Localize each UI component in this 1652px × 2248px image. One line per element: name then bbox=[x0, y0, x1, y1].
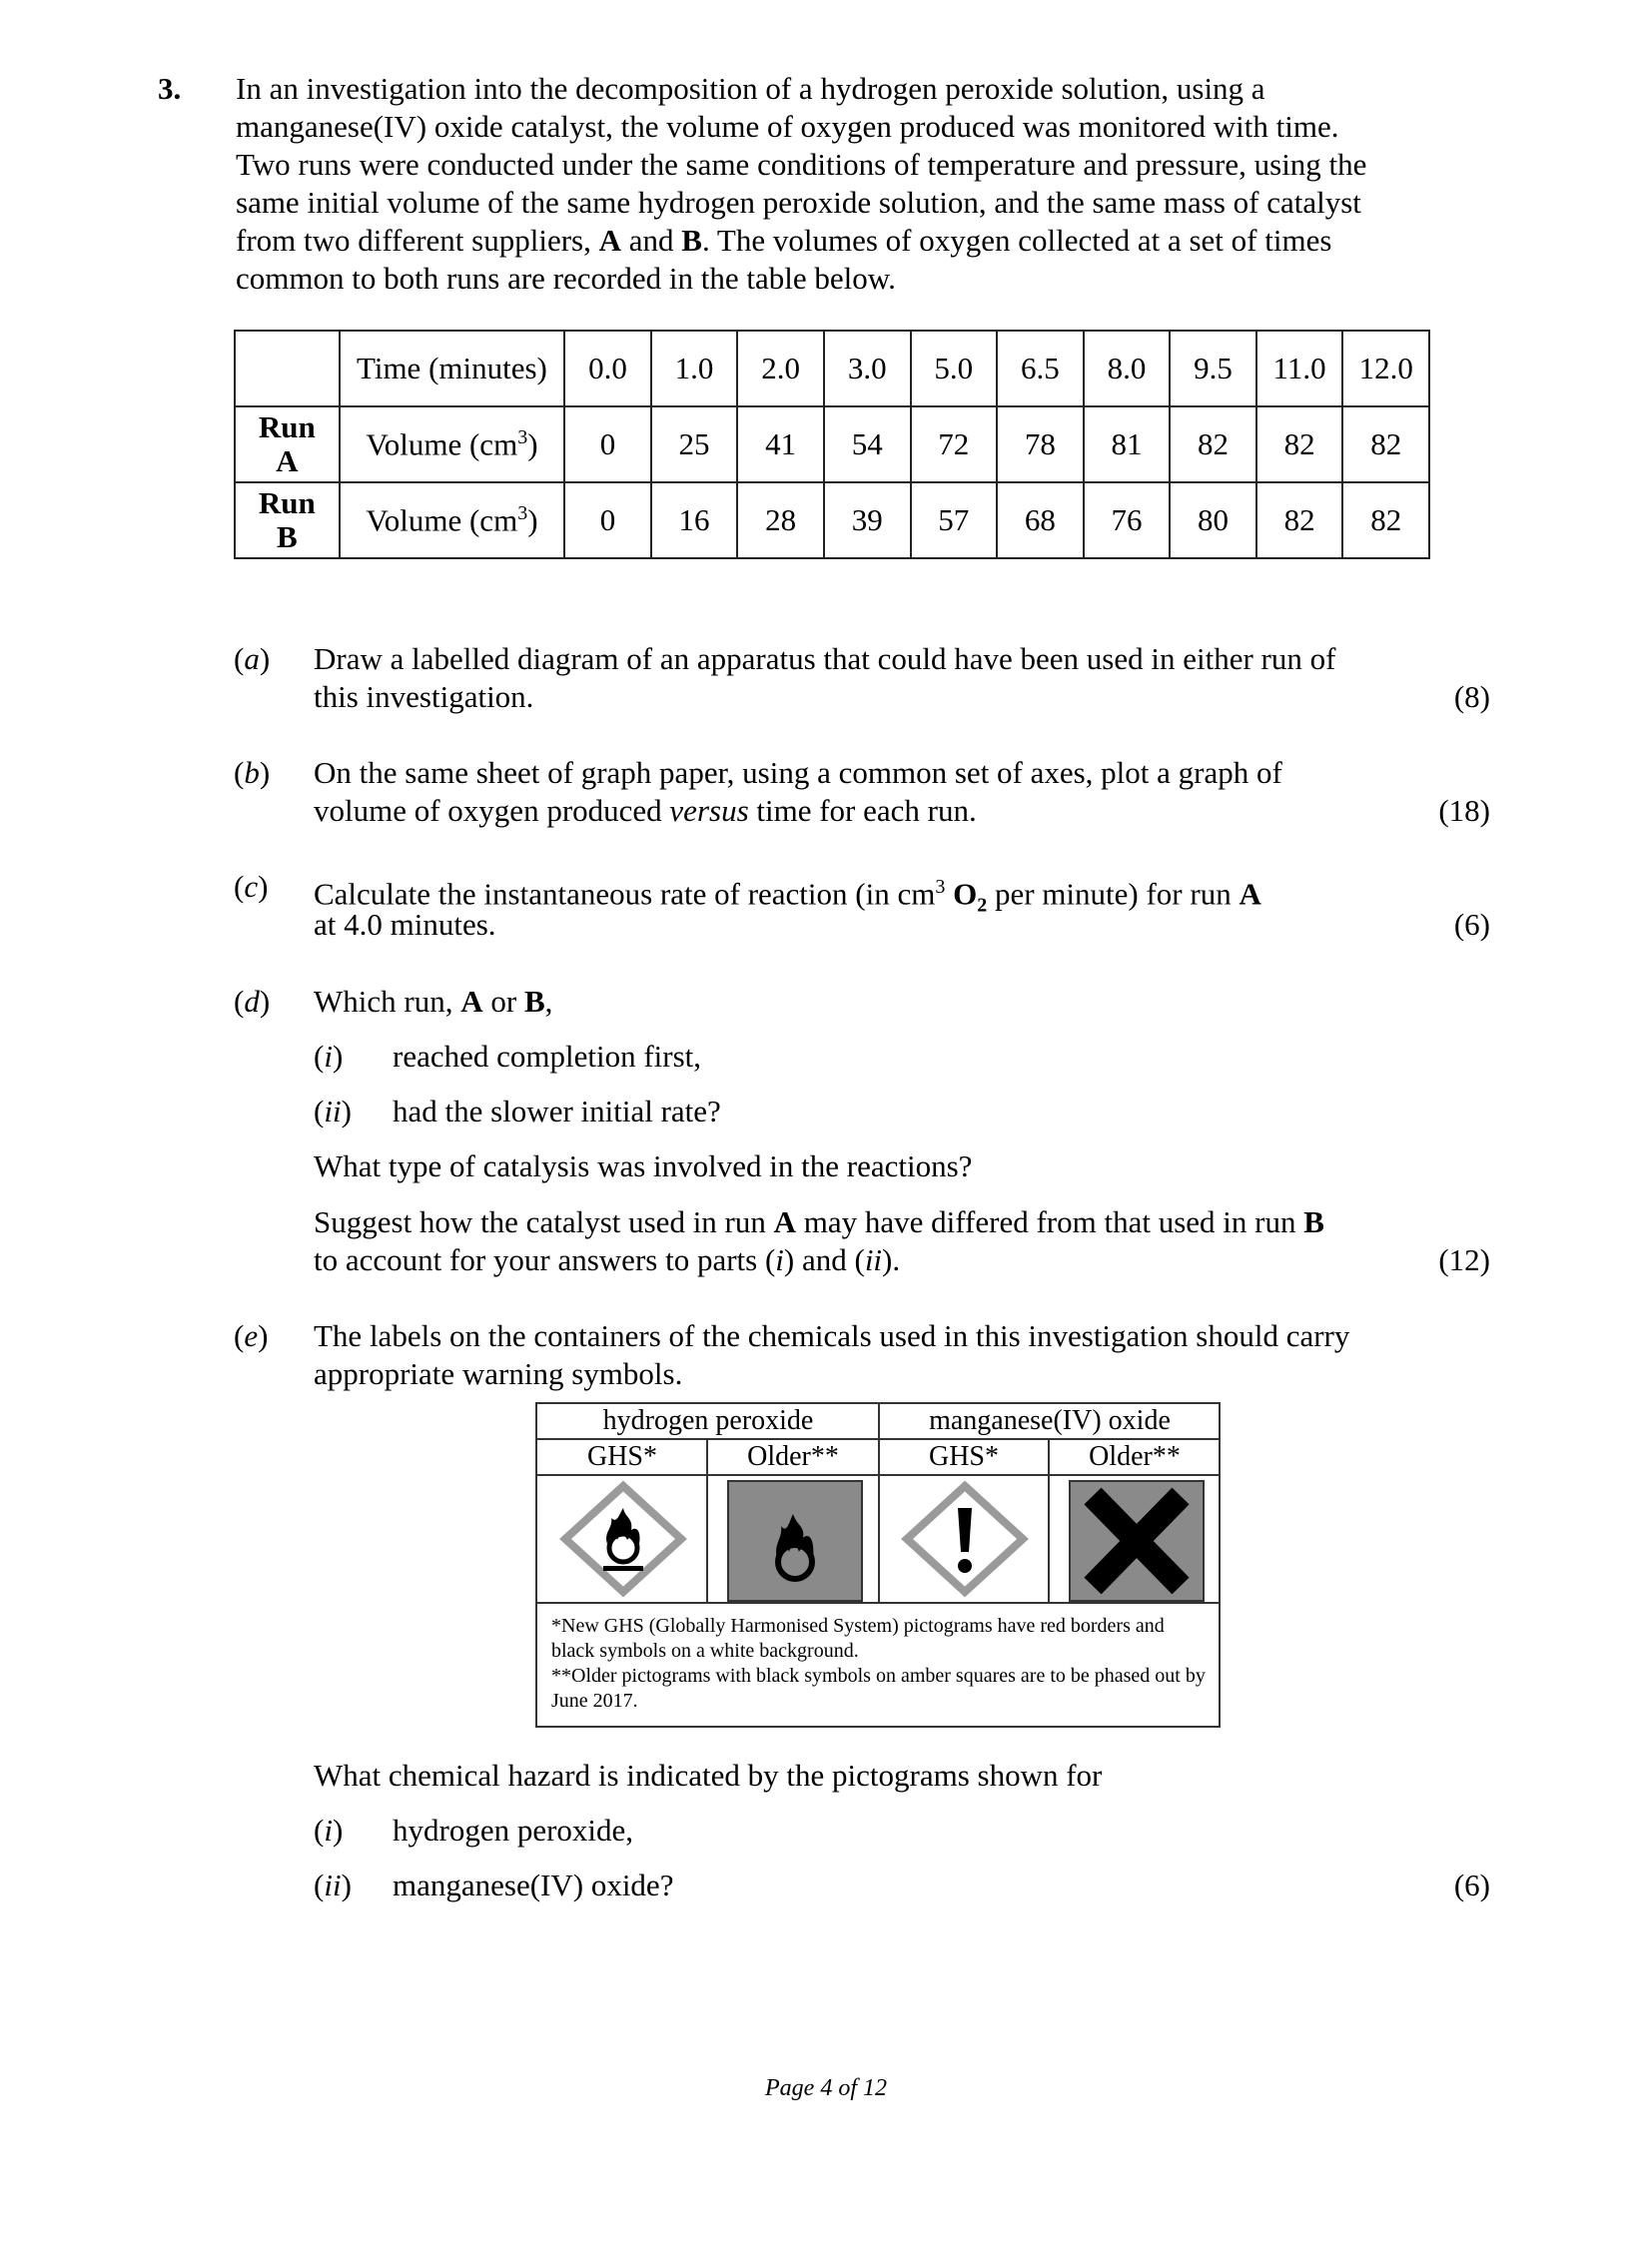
hazard-col-older-2: Older** bbox=[1089, 1441, 1181, 1472]
hazard-col-older-1: Older** bbox=[747, 1441, 839, 1472]
time-cell: 3.0 bbox=[824, 331, 911, 406]
part-c-line-2: at 4.0 minutes. bbox=[314, 907, 496, 942]
part-c-label: (c) bbox=[234, 869, 269, 904]
run-a-cell: 25 bbox=[651, 406, 738, 482]
question-number: 3. bbox=[158, 71, 182, 106]
run-b-cell: 57 bbox=[911, 482, 998, 558]
run-a-cell: 41 bbox=[737, 406, 824, 482]
part-d-catalysis-question: What type of catalysis was involved in the reactions? bbox=[314, 1148, 973, 1183]
run-b-label: Run B bbox=[235, 482, 340, 558]
run-b-cell: 82 bbox=[1256, 482, 1343, 558]
table-row-run-b bbox=[235, 482, 1429, 558]
oxidiser-ghs-icon bbox=[555, 1478, 691, 1600]
cross-icon bbox=[1071, 1482, 1203, 1600]
part-d-sub-ii-label: (ii) bbox=[314, 1094, 352, 1128]
part-e-sub-ii-text: manganese(IV) oxide? bbox=[393, 1868, 674, 1902]
part-d-label: (d) bbox=[234, 984, 271, 1019]
intro-line-6: common to both runs are recorded in the table below. bbox=[236, 261, 896, 296]
part-d-suggest-line-2: to account for your answers to parts (i) and (ii). bbox=[314, 1242, 901, 1277]
run-b-cell: 82 bbox=[1342, 482, 1429, 558]
oxidiser-older-tile bbox=[727, 1480, 863, 1602]
time-cell: 0.0 bbox=[564, 331, 651, 406]
run-a-cell: 82 bbox=[1256, 406, 1343, 482]
part-d-sub-ii-text: had the slower initial rate? bbox=[393, 1094, 721, 1128]
part-d-line-1: Which run, A or B, bbox=[314, 984, 553, 1019]
part-d-sub-i-text: reached completion first, bbox=[393, 1039, 702, 1074]
hazard-col-ghs-1: GHS* bbox=[586, 1441, 657, 1472]
hazard-divider bbox=[1048, 1438, 1050, 1602]
run-b-cell: 16 bbox=[651, 482, 738, 558]
time-header: Time (minutes) bbox=[340, 331, 565, 406]
run-b-cell: 28 bbox=[737, 482, 824, 558]
hazard-note-older: **Older pictograms with black symbols on amber squares are to be phased out by June 2017. bbox=[551, 1665, 1206, 1712]
time-cell: 1.0 bbox=[651, 331, 738, 406]
part-e-line-2: appropriate warning symbols. bbox=[314, 1356, 683, 1391]
intro-line-3: Two runs were conducted under the same conditions of temperature and pressure, using the bbox=[236, 147, 1367, 182]
part-e-question: What chemical hazard is indicated by the pictograms shown for bbox=[314, 1758, 1103, 1793]
part-e-sub-i-text: hydrogen peroxide, bbox=[393, 1813, 634, 1848]
run-b-cell: 68 bbox=[997, 482, 1084, 558]
page-footer: Page 4 of 12 bbox=[765, 2075, 887, 2101]
hazard-chem-manganese-oxide: manganese(IV) oxide bbox=[929, 1405, 1171, 1436]
part-e-line-1: The labels on the containers of the chemicals used in this investigation should carry bbox=[314, 1318, 1350, 1353]
run-b-cell: 0 bbox=[564, 482, 651, 558]
run-a-cell: 81 bbox=[1084, 406, 1171, 482]
run-a-cell: 82 bbox=[1170, 406, 1256, 482]
run-a-cell: 54 bbox=[824, 406, 911, 482]
table-row-run-a bbox=[235, 406, 1429, 482]
part-b-marks: (18) bbox=[1438, 793, 1490, 828]
time-cell: 8.0 bbox=[1084, 331, 1171, 406]
volume-time-table bbox=[234, 330, 1430, 559]
run-a-cell: 72 bbox=[911, 406, 998, 482]
run-a-cell: 0 bbox=[564, 406, 651, 482]
oxidiser-older-icon bbox=[729, 1482, 861, 1600]
part-e-sub-ii-label: (ii) bbox=[314, 1868, 352, 1902]
harmful-older-tile bbox=[1069, 1480, 1205, 1602]
part-e-sub-i-label: (i) bbox=[314, 1813, 344, 1848]
part-e-marks: (6) bbox=[1453, 1868, 1490, 1902]
intro-line-4: same initial volume of the same hydrogen peroxide solution, and the same mass of catalyst bbox=[236, 185, 1361, 220]
run-a-cell: 78 bbox=[997, 406, 1084, 482]
part-b-line-1: On the same sheet of graph paper, using a common set of axes, plot a graph of bbox=[314, 755, 1282, 790]
run-b-cell: 80 bbox=[1170, 482, 1256, 558]
hazard-divider bbox=[706, 1438, 708, 1602]
hazard-col-ghs-2: GHS* bbox=[928, 1441, 999, 1472]
time-cell: 11.0 bbox=[1256, 331, 1343, 406]
table-row-time bbox=[235, 331, 1429, 406]
intro-line-5: from two different suppliers, A and B. The volumes of oxygen collected at a set of times bbox=[236, 223, 1332, 258]
hazard-chem-hydrogen-peroxide: hydrogen peroxide bbox=[602, 1405, 814, 1436]
part-e-label: (e) bbox=[234, 1318, 269, 1353]
hazard-pictogram-table bbox=[535, 1402, 1221, 1728]
part-c-line-1: Calculate the instantaneous rate of reaction (in $cm^3$ $O_2$ per minute) for run A bbox=[314, 876, 1261, 917]
part-c-marks: (6) bbox=[1453, 907, 1490, 942]
exclamation-ghs-icon bbox=[897, 1478, 1033, 1600]
volume-label: Volume $(cm^3)$ bbox=[340, 482, 565, 558]
time-cell: 9.5 bbox=[1170, 331, 1256, 406]
intro-line-1: In an investigation into the decomposition of a hydrogen peroxide solution, using a bbox=[236, 71, 1265, 106]
hazard-notes bbox=[551, 1614, 1211, 1714]
part-d-marks: (12) bbox=[1438, 1242, 1490, 1277]
part-d-suggest-line-1: Suggest how the catalyst used in run A may have differed from that used in run B bbox=[314, 1204, 1324, 1239]
table-corner-cell bbox=[235, 331, 340, 406]
part-b-line-2: volume of oxygen produced versus time for each run. bbox=[314, 793, 977, 828]
run-a-cell: 82 bbox=[1342, 406, 1429, 482]
part-a-label: (a) bbox=[234, 641, 271, 676]
run-b-cell: 39 bbox=[824, 482, 911, 558]
time-cell: 5.0 bbox=[911, 331, 998, 406]
hazard-divider bbox=[878, 1404, 880, 1602]
time-cell: 12.0 bbox=[1342, 331, 1429, 406]
run-a-label: Run A bbox=[235, 406, 340, 482]
intro-line-2: manganese(IV) oxide catalyst, the volume of oxygen produced was monitored with time. bbox=[236, 109, 1339, 144]
run-b-cell: 76 bbox=[1084, 482, 1171, 558]
part-a-marks: (8) bbox=[1453, 679, 1490, 714]
time-cell: 6.5 bbox=[997, 331, 1084, 406]
part-a-line-1: Draw a labelled diagram of an apparatus that could have been used in either run of bbox=[314, 641, 1336, 676]
part-b-label: (b) bbox=[234, 755, 271, 790]
part-a-line-2: this investigation. bbox=[314, 679, 534, 714]
hazard-note-ghs: *New GHS (Globally Harmonised System) pictograms have red borders and black symbols on a white background. bbox=[551, 1615, 1165, 1662]
part-d-sub-i-label: (i) bbox=[314, 1039, 344, 1074]
volume-label: Volume $(cm^3)$ bbox=[340, 406, 565, 482]
time-cell: 2.0 bbox=[737, 331, 824, 406]
